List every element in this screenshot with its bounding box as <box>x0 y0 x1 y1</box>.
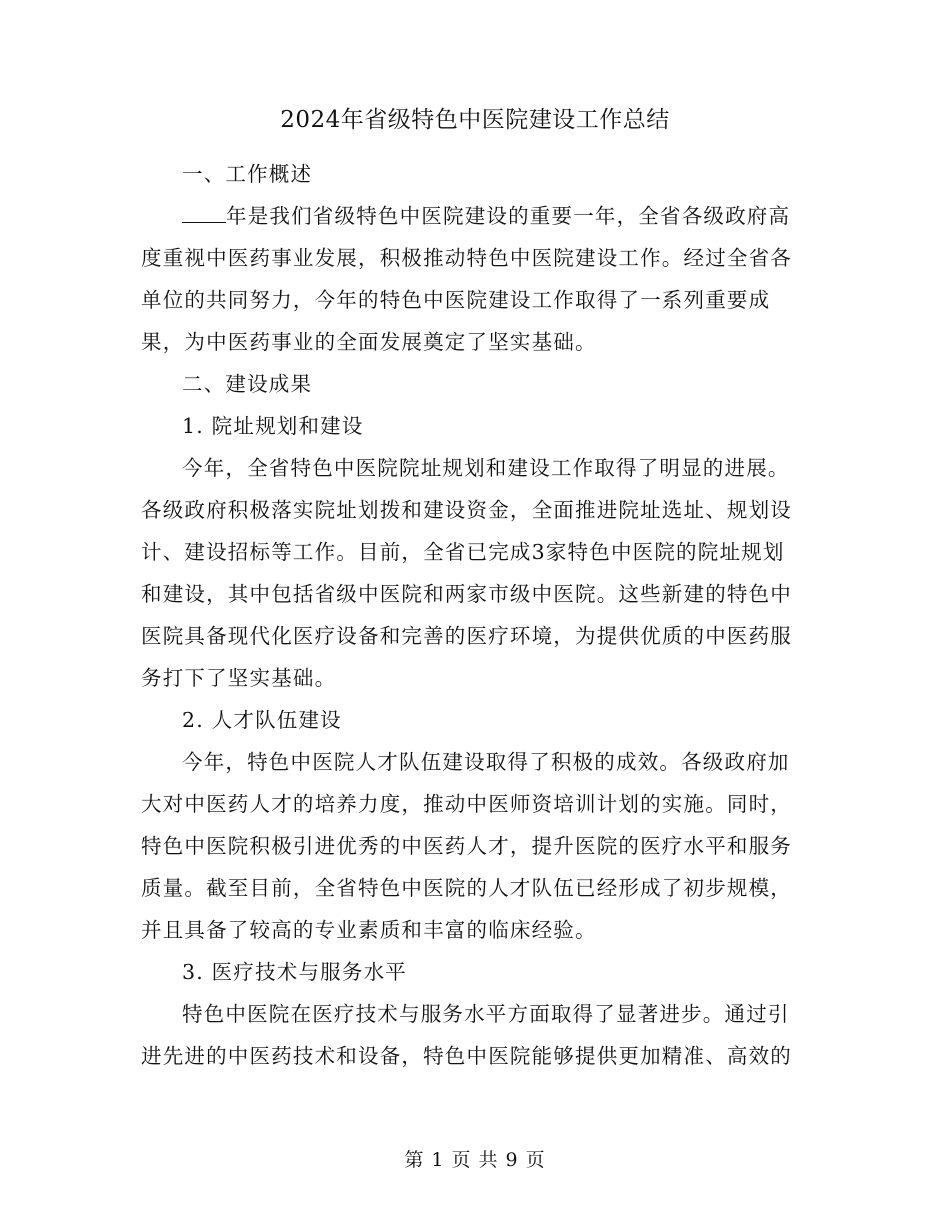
section-heading-overview: 一、工作概述 <box>182 162 313 186</box>
section-heading-achievements: 二、建设成果 <box>182 372 313 396</box>
overview-paragraph <box>141 195 801 363</box>
subsection-heading-medical-tech: 3. 医疗技术与服务水平 <box>182 960 407 984</box>
subsection-heading-site-planning: 1. 院址规划和建设 <box>182 414 364 438</box>
site-planning-paragraph: 今年，全省特色中医院院址规划和建设工作取得了明显的进展。各级政府积极落实院址划拨和建设资金，全面推进院址选址、规划设计、建设招标等工作。目前，全省已完成3家特色中医院的院址规划和建设，其中包括省级中医院和两家市级中医院。这些新建的特色中医院具备现代化医疗设备和完善的医疗环境，为提供优质的中医药服务打下了坚实基础。 <box>141 456 792 690</box>
document-body <box>141 153 801 1077</box>
page-number-footer: 第 1 页 共 9 页 <box>404 1149 546 1171</box>
year-blank <box>182 204 226 223</box>
overview-paragraph-text: 年是我们省级特色中医院建设的重要一年，全省各级政府高度重视中医药事业发展，积极推动特色中医院建设工作。经过全省各单位的共同努力，今年的特色中医院建设工作取得了一系列重要成果，为中医药事业的全面发展奠定了坚实基础。 <box>141 204 792 354</box>
subsection-heading-talent: 2. 人才队伍建设 <box>182 708 342 732</box>
document-title: 2024年省级特色中医院建设工作总结 <box>280 107 670 133</box>
medical-tech-paragraph: 特色中医院在医疗技术与服务水平方面取得了显著进步。通过引进先进的中医药技术和设备，特色中医院能够提供更加精准、高效的 <box>141 1002 792 1068</box>
talent-paragraph: 今年，特色中医院人才队伍建设取得了积极的成效。各级政府加大对中医药人才的培养力度，推动中医师资培训计划的实施。同时，特色中医院积极引进优秀的中医药人才，提升医院的医疗水平和服务质量。截至目前，全省特色中医院的人才队伍已经形成了初步规模，并且具备了较高的专业素质和丰富的临床经验。 <box>141 750 792 942</box>
